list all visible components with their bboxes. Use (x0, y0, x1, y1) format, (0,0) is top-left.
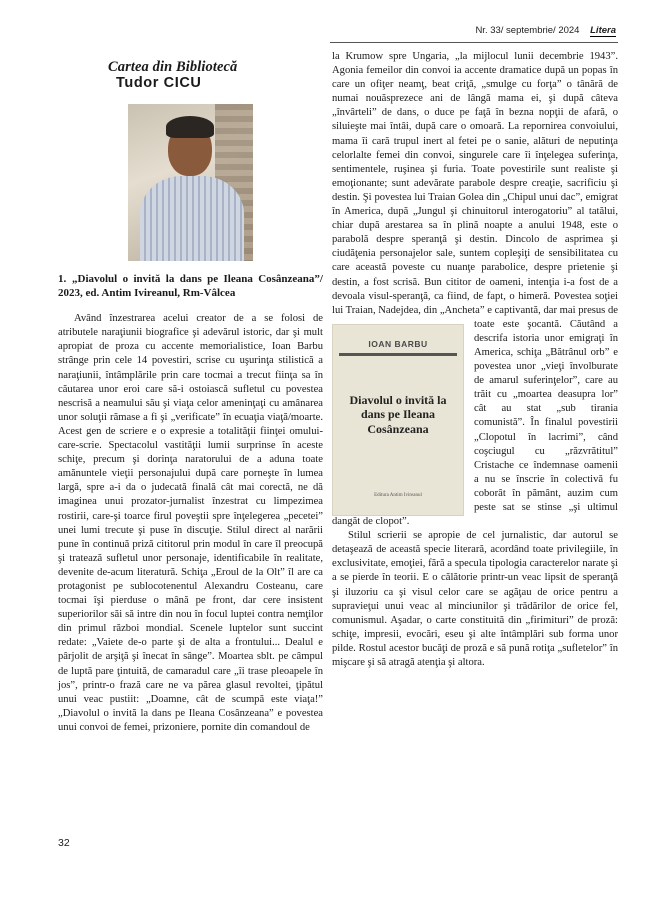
book-number: 1. (58, 273, 67, 286)
book-heading (58, 272, 323, 300)
article-paragraph: Având înzestrarea acelui creator de a se folosi de atributele naraţiunii biografice şi adevărul istoric, dar şi mult apropiat de proza cu accente memorialistice, Ioan Barbu strânge prin cele 14 povestiri, scrise cu uşurinţa stilistică a naraţiunii, întâmplările prin care tocmai a trecut fiinţa sa în căutarea unor eroi care să-i ostoiască sufletul cu povestea nescrisă a neamului său şi viaţa celor ameninţaţi cu amânarea unor soluţii rămase a fi şi „verificate” în ecuaţia viaţă/moarte. Acest gen de scriere e o expresie a totalităţii fiinţei omului-care-scrie. Spectacolul vastităţii lumii surprinse în aceste schiţe, precum şi dorinţa naratorului de a aduna toate amănuntele vieţii personajului după care porneşte în lumea largă, spre a-i da o judecată finală cât mai corectă, ne dă imaginea unui prozator-jurnalist înzestrat cu limpezimea rostirii, care-şi toarce firul poveştii spre înţelegerea „pecetei” unei lumi trecute şi puse în discuţie. Stilul direct al narării pune în continuă priză cititorul prin modul în care îl preocupă şi tratează sufletul unor personaje, identificabile în realitate, devenite de-acum literatură. Schiţa „Eroul de la Olt” îl are ca protagonist pe sublocotenentul Alexandru Costeanu, care tocmai îşi pierduse o mână pe front, dar cere insistent superiorilor săi să intre din nou în focul luptei contra nemţilor din primul război mondial. Scenele luptelor sunt succint redate: „Vaiete de-o parte şi de alta a frontului... Dealul e pârjolit de arşiţă şi înecat în sânge”. Moartea sblt. pe câmpul de luptă pare ţintuită, de camaradul care „îi trase pleoapele în jos”, printr-o frază care ne va părea glasul revoltei, ţipătul unui veac pustiit: „Doamne, cât de scumpă este viaţa!” „Diavolul o invită la dans pe Ileana Cosânzeana” e povestea unui convoi de femei, prizoniere, pornite din comandoul de (58, 313, 323, 733)
page-header (475, 25, 616, 37)
issue-label: Nr. 33/ septembrie/ 2024 (475, 25, 580, 36)
right-column (332, 50, 618, 670)
paragraph-text-continued: a descrifa istoria unor emigraţi în America, schiţa „Bătrânul orb” e povestea unor „vieţi învolburate de amarul suferinţelor”, care au trăit cu „moartea deasupra lor” cât au stat „sub tirania comunistă”. În finalul povestirii „Clopotul în lacrimi”, când coşciugul cu „răzvrătitul” Cristache ce îndemnase oamenii a nu se înscrie în colectivă fu coborât în pământ, auzim cum peste sat se stinse „şi ultimul dangăt de clopot”. (332, 318, 618, 528)
book-cover-image (332, 324, 464, 516)
left-column (58, 50, 323, 735)
header-rule (330, 42, 618, 43)
cover-rule (339, 353, 457, 356)
cover-author: IOAN BARBU (368, 338, 428, 349)
author-photo (128, 104, 253, 261)
paragraph-text: la Krumow spre Ungaria, „la mijlocul lunii decembrie 1943”. Agonia femeilor din convoi ia accente dramatice după un popas în care un ofiţer neamţ, beat criţă, „smulge cu forţa” o tânără de numai nouăsprezece ani de lângă mama ei, şi după câteva „învârteli” de dans, o duce pe faţă în bezna nopţii de afară, o siluieşte mai întâi, după care o omoară. La repornirea convoiului, mama îi cară trupul inert al fetei pe o sanie, alături de neputinţa celorlalte femei din convoi, singurele care îi înţelegea suferinţa, sentimentele, ruşinea şi furia. Toate povestirile sunt realiste şi emoţionante; sunt adevărate parabole despre creaţie, sacrificiu şi destin. Şi povestea lui Traian Golea din „Chipul unui dac”, emigrat în America, după „Jungul şi chinuitorul interogatoriu” al tatălui, chiar după arestarea sa în plină noapte a anului 1948, este o parabolă despre speranţă şi destin. Dincolo de asprimea şi ciudăţenia personajelor sale, suntem copleşiţi de sensibilitatea cu care această poveste cu nuanţe parabolice, despre prietenie şi destin, a fost scrisă. Bun cititor de oameni, intenţia i-a fost de a devoala visul-speranţă, ca fiind, de fapt, o himeră. Povestea soţiei lui Traian, Nadejdea, din „Ancheta” e captivantă, dar mai presus de toate este şocantă. Căutând (332, 51, 618, 330)
author-name: Tudor CICU (116, 75, 202, 92)
magazine-brand: Litera (590, 25, 616, 36)
section-title: Cartea din Bibliotecă (108, 59, 238, 75)
book-title: „Diavolul o invită la dans pe Ileana Cosânzeana”/ 2023, ed. Antim Ivireanul, Rm-Vâlcea (58, 273, 323, 300)
shirt (140, 176, 244, 261)
page-number: 32 (58, 837, 70, 849)
article-paragraph: Stilul scrierii se apropie de cel jurnalistic, dar autorul se detaşează de această specie literară, acordând toate privilegiile, în exclusivitate, emoţiei, fără a specula tipologia caracterelor narate şi a se pierde în teorii. E o călătorie printr-un veac lipsit de speranţă şi iluzoriu ca şi visul celor care se agăţau de orice pentru a supravieţui unui veac al minciunilor şi trădărilor de orice fel, comunismul. Aşadar, o carte constituită din „firimituri” de proză: schiţe, impresii, evocări, eseu şi alte întâmplări sub forma unor pilde. Rostul acestor bucăţi de proză e să pună rotiţa „sufletelor” în mişcare şi să atragă atenţia şi altora. (332, 530, 618, 669)
cover-publisher: Editura Antim Ivireanul (374, 492, 422, 498)
hair (166, 116, 214, 138)
cover-title: Diavolul o invită la dans pe Ileana Cosânzeana (349, 392, 447, 436)
